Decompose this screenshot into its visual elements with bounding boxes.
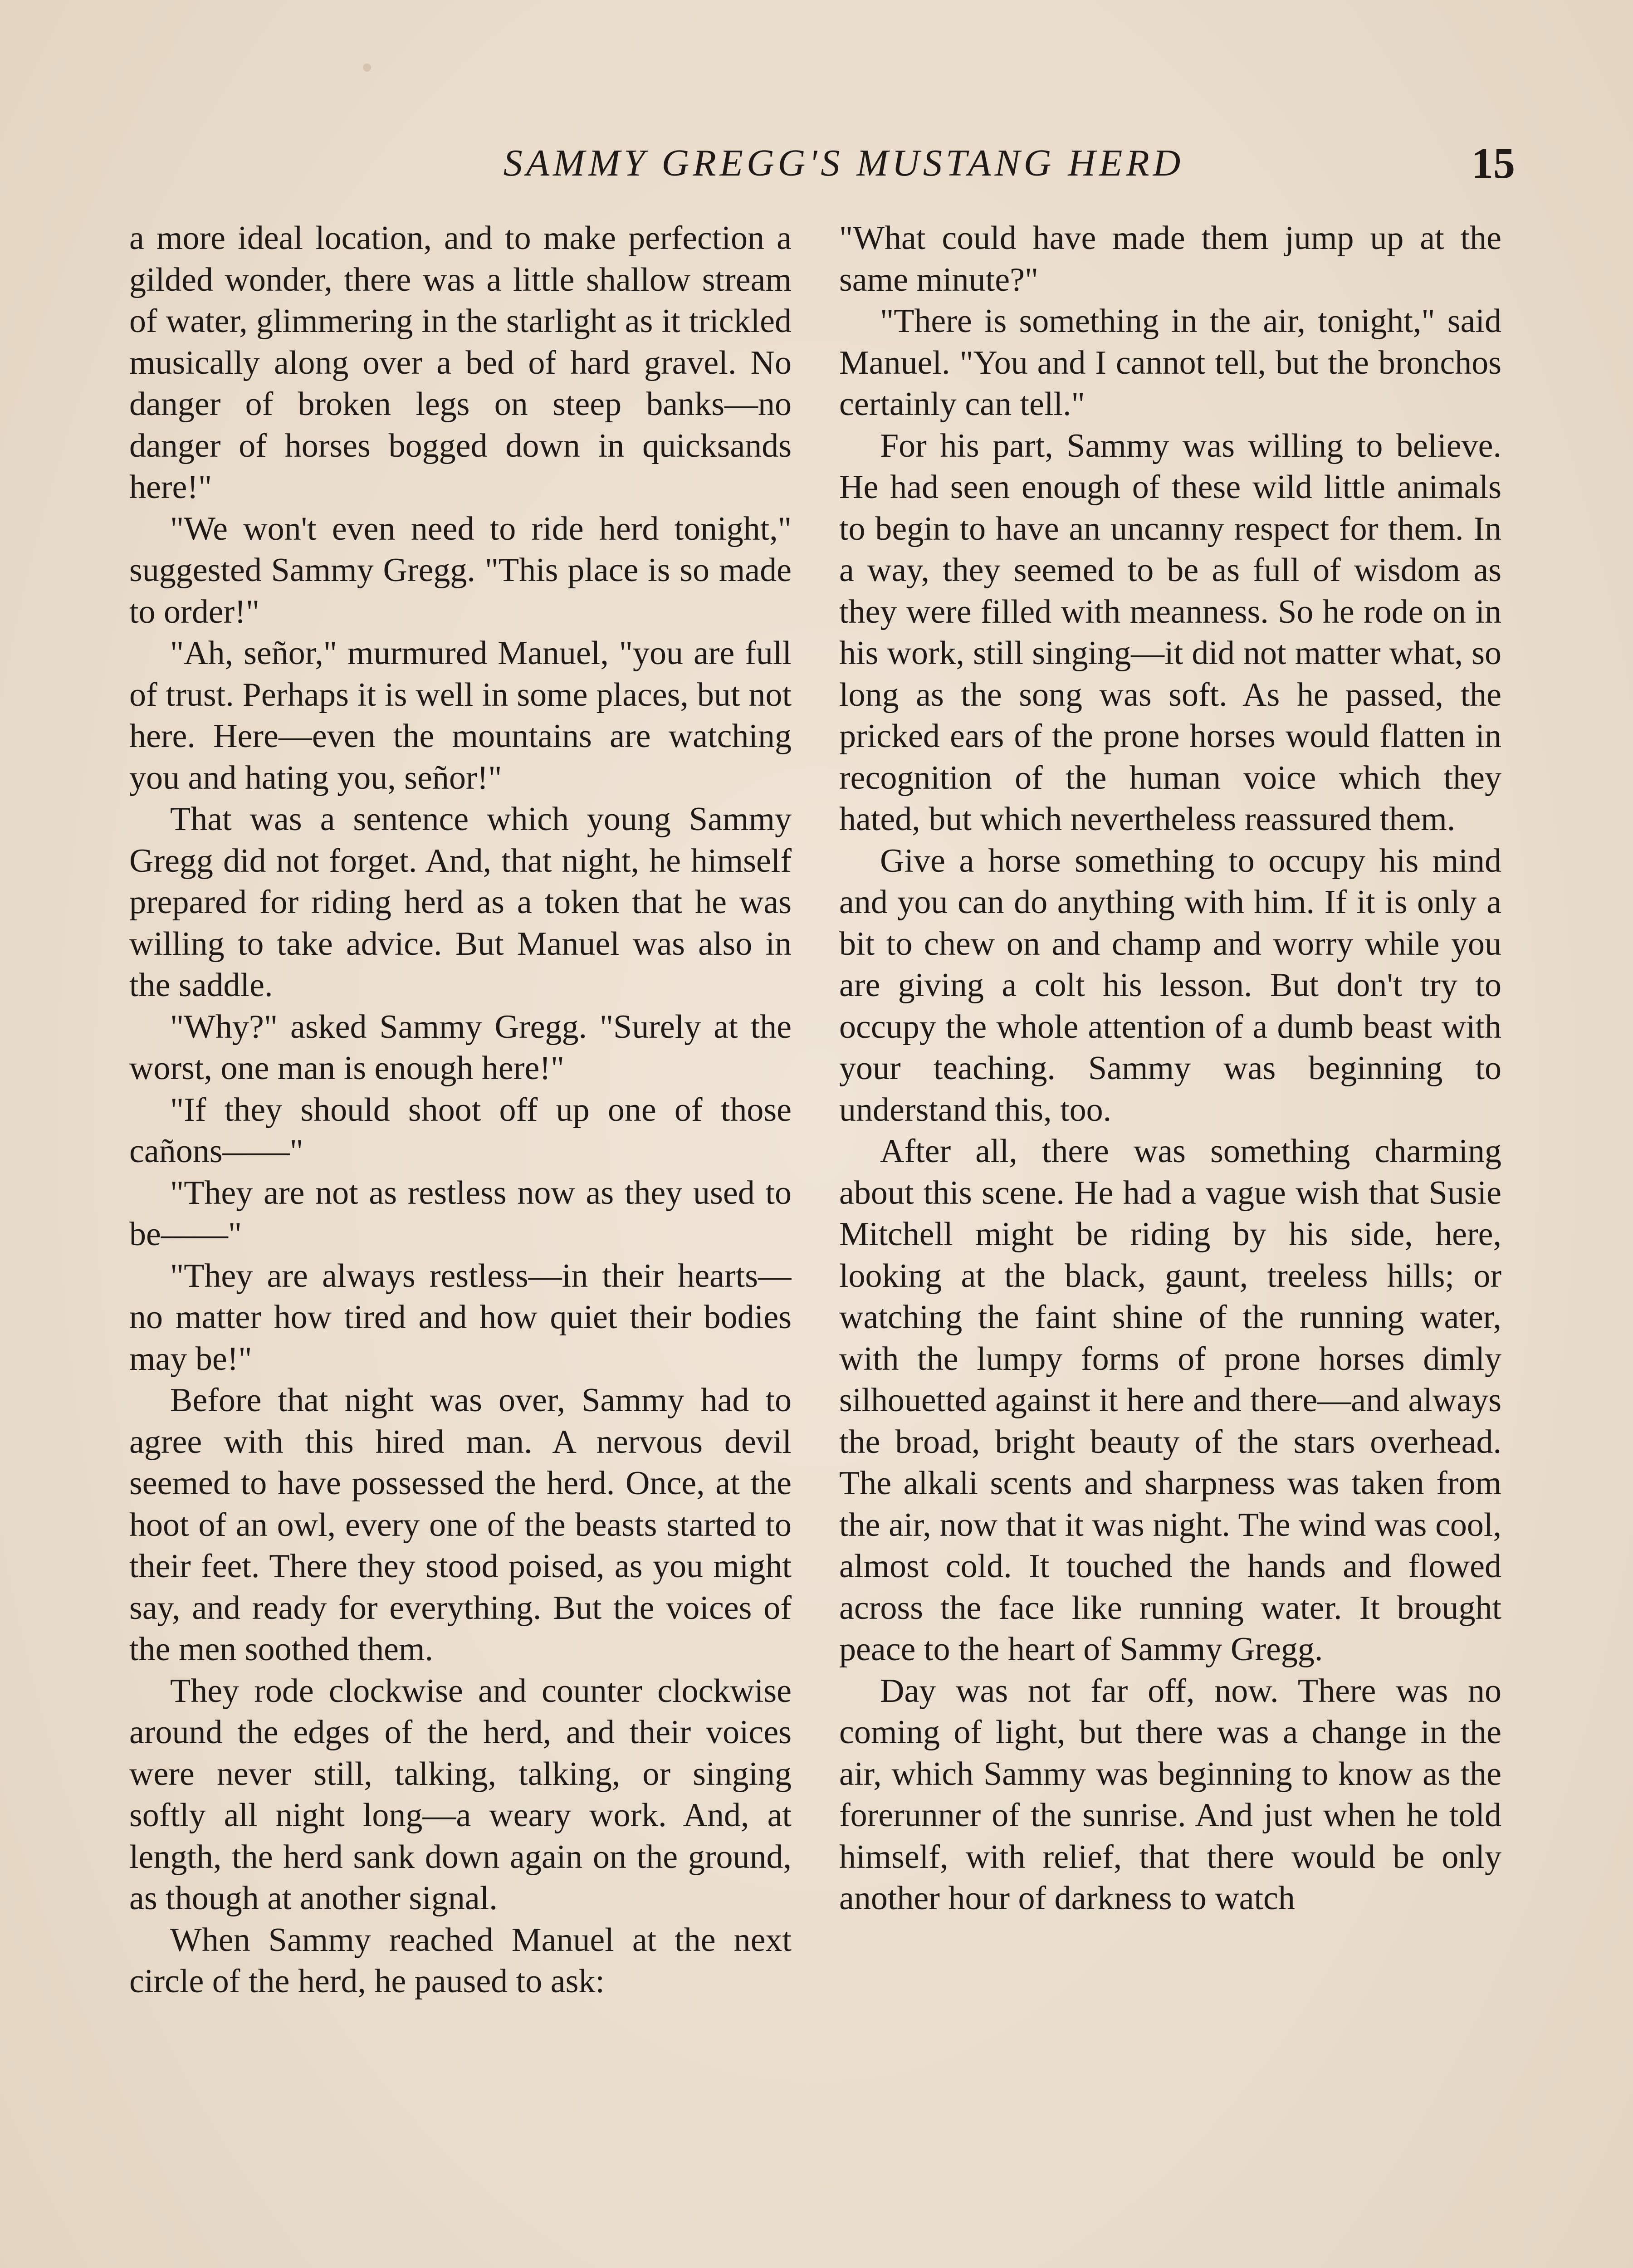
paragraph: When Sammy reached Manuel at the next circle of the herd, he paused to ask: [129,1921,792,2000]
page-header [118,136,1515,191]
paragraph: That was a sentence which young Sammy Gregg did not forget. And, that night, he himself prepared for riding herd as a token that he was willing to take advice. But Manuel was also in the saddle. [129,801,792,1004]
paragraph: Give a horse something to occupy his mind and you can do anything with him. If it is only a bit to chew on and champ and worry while you are giving a colt his lesson. But don't try to occupy the whole attention of a dumb beast with your teaching. Sammy was beginning to understand this, too. [839,842,1501,1129]
paragraph: For his part, Sammy was willing to believe. He had seen enough of these wild little animals to begin to have an uncanny respect for them. In a way, they seemed to be as full of wisdom as they were filled with meanness. So he rode on in his work, still singing—it did not matter what, so long as the song was soft. As he passed, the pricked ears of the prone horses would flatten in recognition of the human voice which they hated, but which nevertheless reassured them. [839,427,1501,838]
paragraph: Day was not far off, now. There was no coming of light, but there was a change in the air, which Sammy was beginning to know as the forerunner of the sunrise. And just when he told himself, with relief, that there would be only another hour of darkness to watch [839,1672,1501,1917]
paragraph: "Ah, señor," murmured Manuel, "you are full of trust. Perhaps it is well in some places, but not here. Here—even the mountains are watching you and hating you, señor!" [129,635,792,797]
paragraph: After all, there was something charming about this scene. He had a vague wish that Susie Mitchell might be riding by his side, here, looking at the black, gaunt, treeless hills; or watching the faint shine of the running water, with the lumpy forms of prone horses dimly silhouetted against it here and there—and always the broad, bright beauty of the stars overhead. The alkali scents and sharpness was taken from the air, now that it was night. The wind was cool, almost cold. It touched the hands and flowed across the face like running water. It brought peace to the heart of Sammy Gregg. [839,1133,1501,1668]
paragraph: They rode clockwise and counter clockwise around the edges of the herd, and their voices were never still, talking, talking, or singing softly all night long—a weary work. And, at length, the herd sank down again on the ground, as though at another signal. [129,1672,792,1917]
paragraph: "They are always restless—in their hearts—no matter how tired and how quiet their bodies may be!" [129,1257,792,1378]
paper-stain [363,64,371,72]
running-title: SAMMY GREGG'S MUSTANG HERD [503,142,1184,184]
paragraph: "We won't even need to ride herd tonight," suggested Sammy Gregg. "This place is so made to order!" [129,510,792,631]
paragraph: a more ideal location, and to make perfection a gilded wonder, there was a little shallow stream of water, glimmering in the starlight as it trickled musically along over a bed of hard gravel. No danger of broken legs on steep banks—no danger of horses bogged down in quicksands here!" [129,220,792,506]
paragraph: "What could have made them jump up at the same minute?" [839,220,1501,298]
paragraph: "There is something in the air, tonight," said Manuel. "You and I cannot tell, but the bronchos certainly can tell." [839,303,1501,423]
left-column [129,218,792,2268]
paragraph: Before that night was over, Sammy had to agree with this hired man. A nervous devil seemed to have possessed the herd. Once, at the hoot of an owl, every one of the beasts started to their feet. There they stood poised, as you might say, and ready for everything. But the voices of the men soothed them. [129,1382,792,1668]
paragraph: "They are not as restless now as they used to be——" [129,1174,792,1253]
paragraph: "Why?" asked Sammy Gregg. "Surely at the worst, one man is enough here!" [129,1008,792,1087]
right-column [839,218,1501,2268]
paragraph: "If they should shoot off up one of those cañons——" [129,1091,792,1170]
page-number: 15 [1472,139,1515,187]
